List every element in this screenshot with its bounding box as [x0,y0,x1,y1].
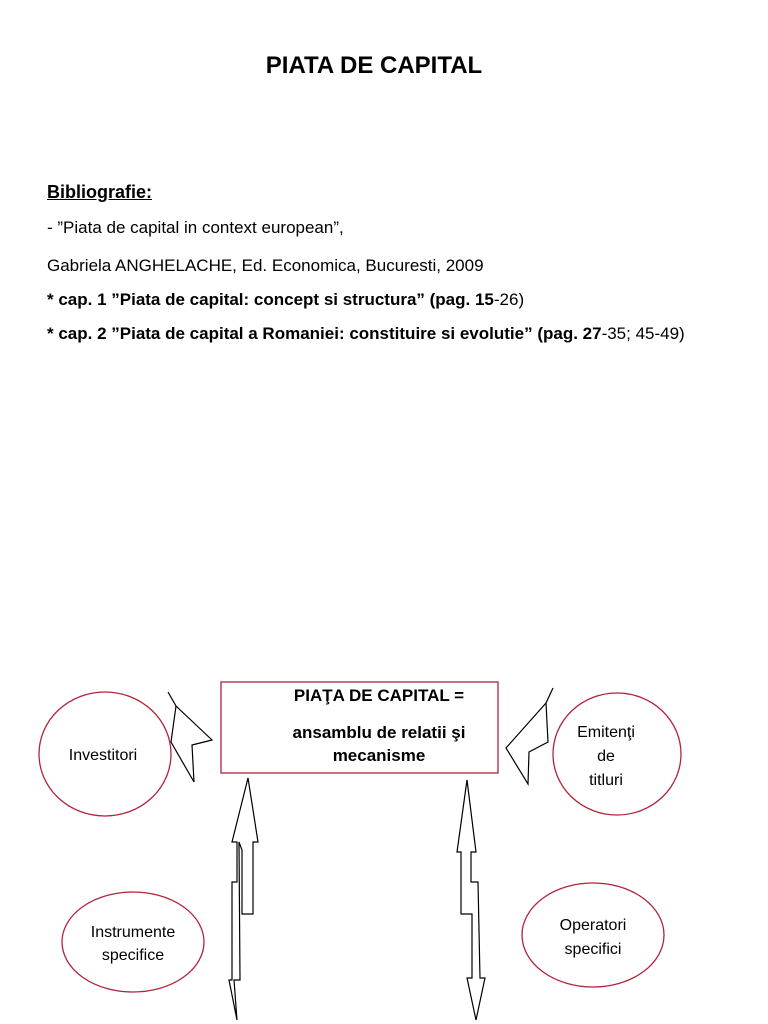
instrumente-label-line-1: Instrumente [90,924,176,941]
emitenti-label-line-2: de [597,748,615,765]
investitori-label: Investitori [68,747,138,764]
investitori-zigzag-arrow [168,692,212,782]
page-title: PIATA DE CAPITAL [265,52,483,79]
emitenti-zigzag-arrow [506,688,553,784]
bibliography-author-line: Gabriela ANGHELACHE, Ed. Economica, Bucuresti, 2009 [47,256,484,275]
chapter-2-text: * cap. 2 ”Piata de capital a Romaniei: constituire si evolutie” (pag. 27 [47,324,602,343]
chapter-1-pages: -26) [493,290,525,309]
operatori-label-line-1: Operatori [559,917,627,934]
instrumente-label-line-2: specifice [101,947,165,964]
chapter-1-text: * cap. 1 ”Piata de capital: concept si structura” (pag. 15 [47,290,494,309]
bibliography-heading: Bibliografie: [47,182,153,202]
center-box-line-1: PIAŢA DE CAPITAL = [293,686,465,705]
instrumente-ellipse [62,892,204,992]
right-vertical-arrow [457,780,485,1020]
left-vertical-arrow [229,778,258,1020]
operatori-ellipse [522,883,664,987]
center-box-line-3: mecanisme [332,746,426,765]
emitenti-label-line-3: titluri [589,772,623,789]
bibliography-title-line: - ”Piata de capital in context european”, [47,218,344,237]
emitenti-label-line-1: Emitenţi [577,724,635,741]
operatori-label-line-2: specifici [564,941,622,958]
emitenti-ellipse [553,693,681,815]
center-box-line-2: ansamblu de relatii şi [292,723,466,742]
chapter-2-pages: -35; 45-49) [601,324,685,343]
